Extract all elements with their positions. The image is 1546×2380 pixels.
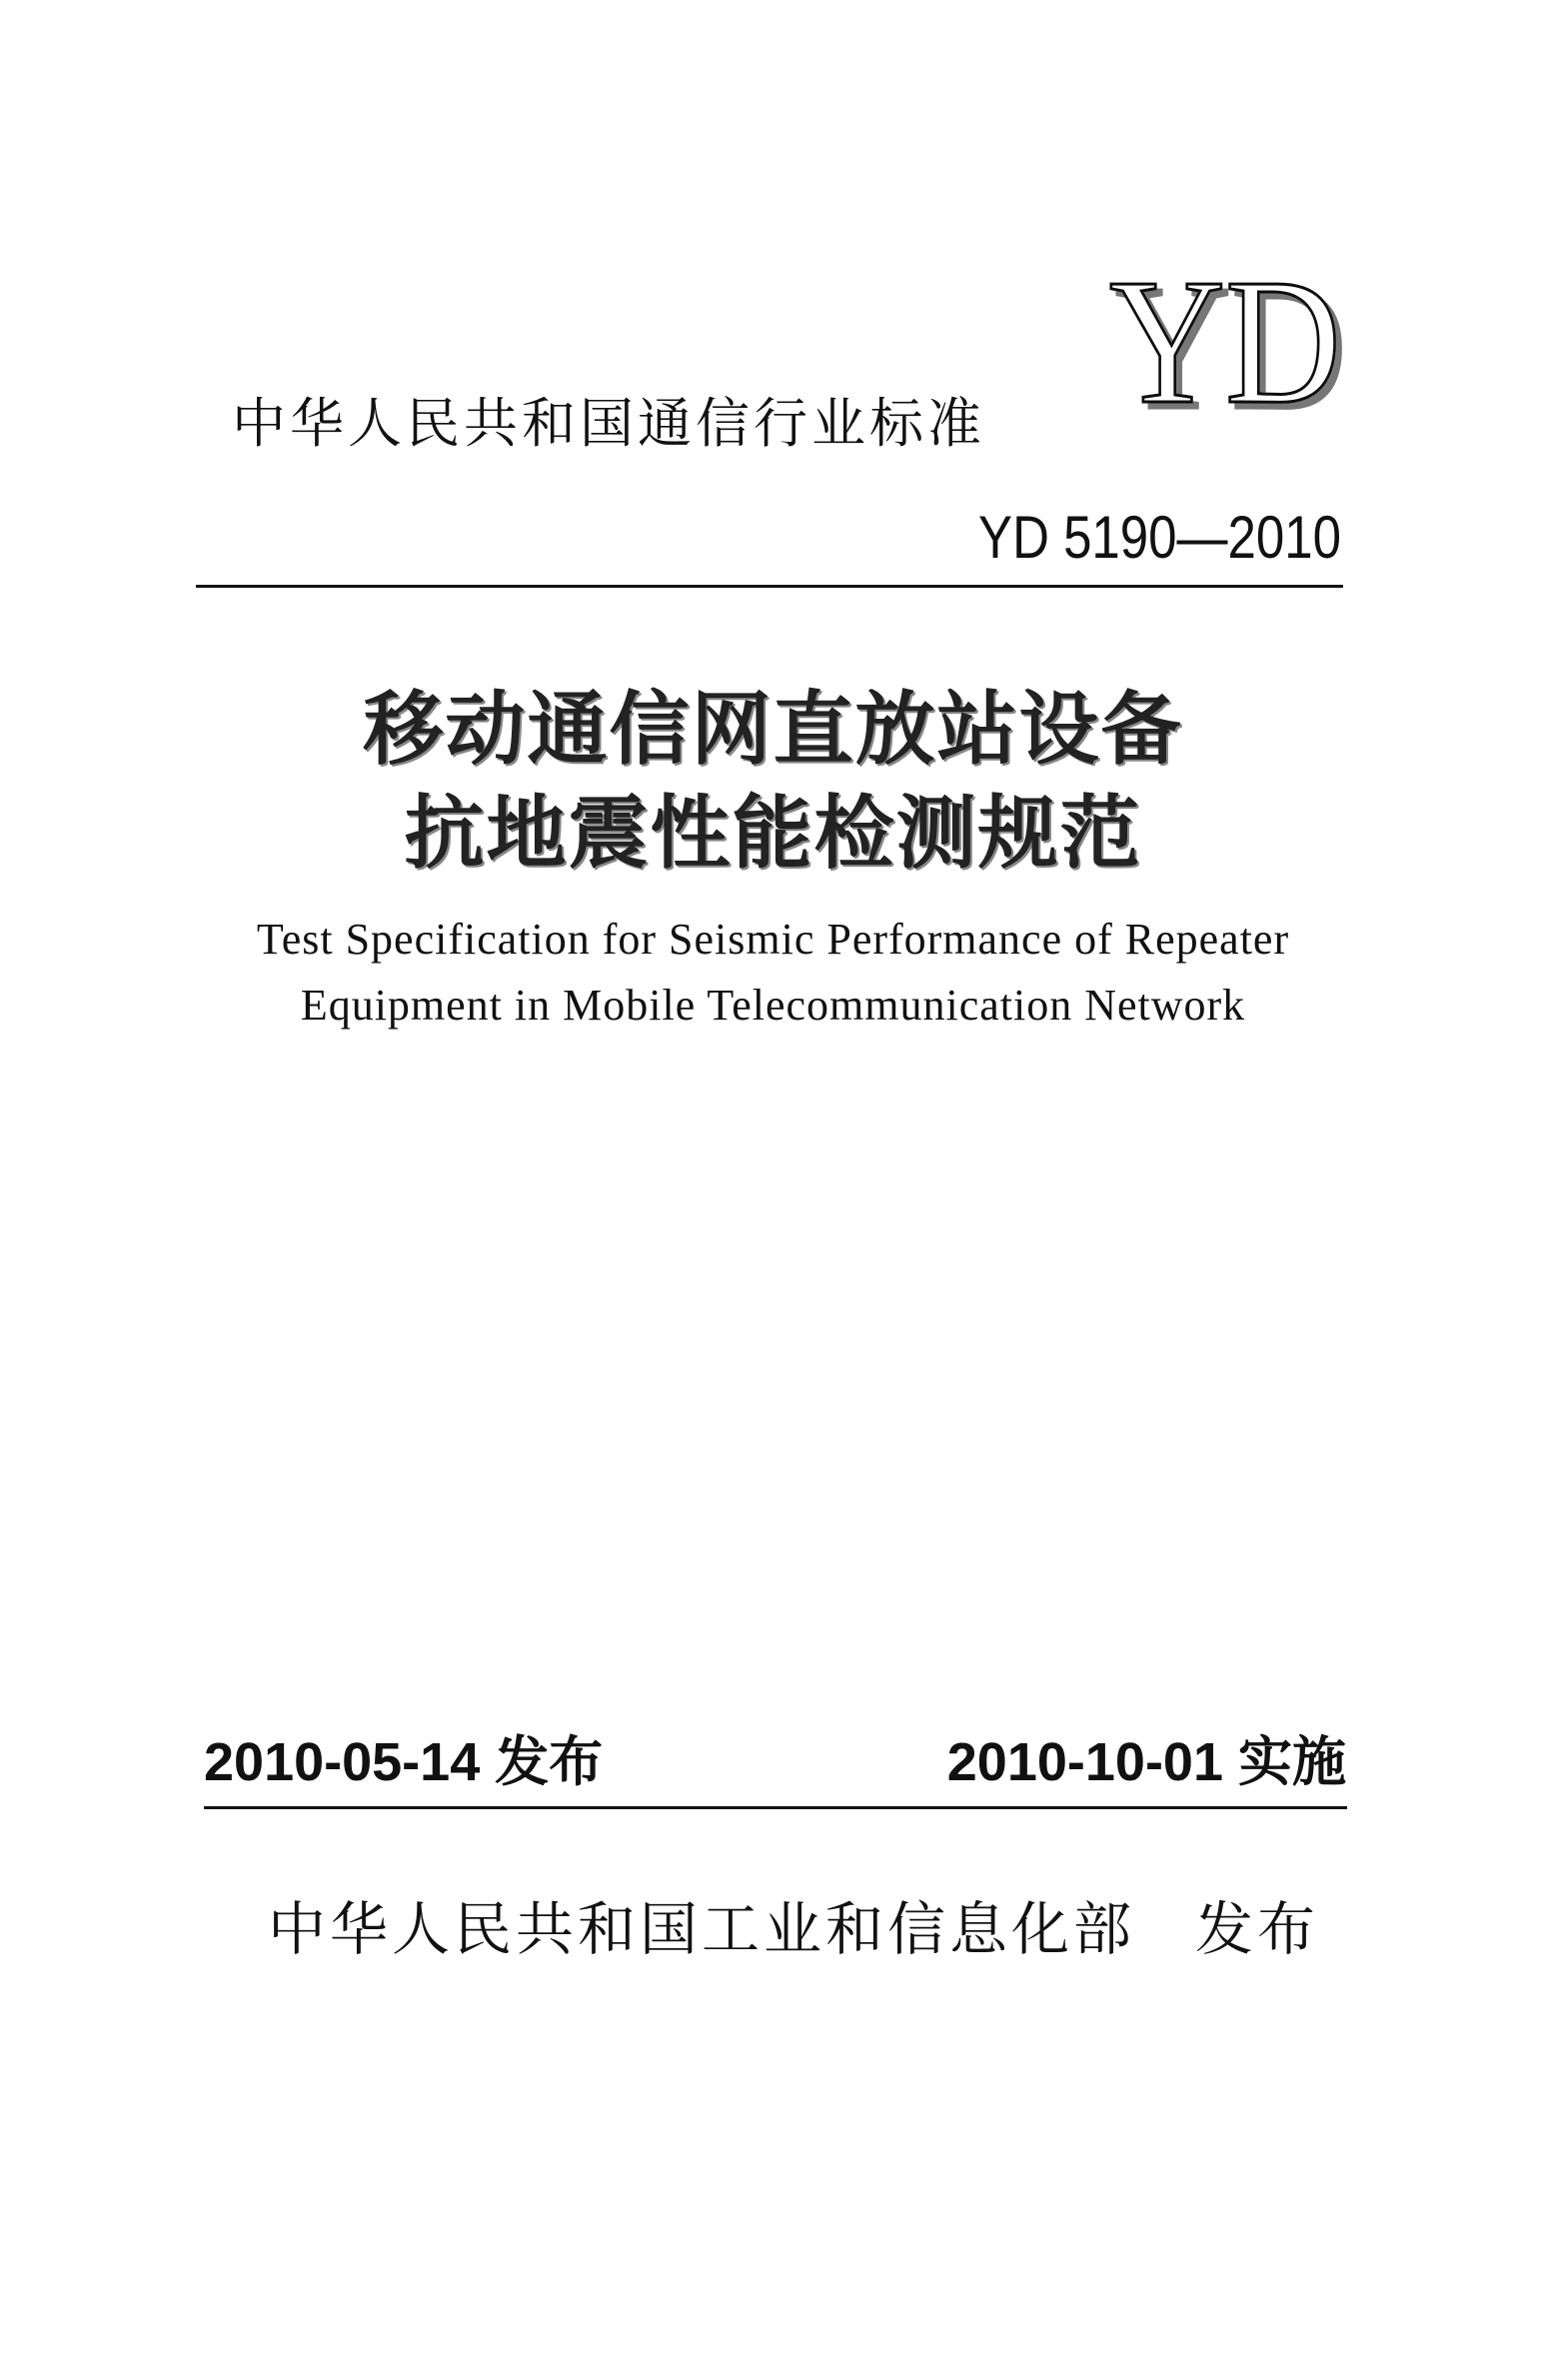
title-en-line2: Equipment in Mobile Telecommunication Network bbox=[300, 981, 1246, 1030]
divider-bottom bbox=[204, 1806, 1347, 1809]
issue-date: 2010-05-14 发布 bbox=[204, 1732, 604, 1792]
standard-code: YD 5190—2010 bbox=[978, 504, 1341, 571]
publisher-line bbox=[268, 1897, 1319, 1963]
publisher-name: 中华人民共和国工业和信息化部 bbox=[268, 1897, 1136, 1962]
title-zh-line1: 移动通信网直放站设备 bbox=[363, 682, 1183, 776]
publisher-action: 发布 bbox=[1195, 1897, 1320, 1962]
yd-logo-lettering: YD bbox=[1109, 242, 1341, 441]
yd-logo bbox=[1107, 242, 1352, 441]
title-zh-line2: 抗地震性能检测规范 bbox=[404, 786, 1142, 880]
effective-date: 2010-10-01 实施 bbox=[946, 1732, 1346, 1792]
standard-type-heading: 中华人民共和国通信行业标准 bbox=[232, 394, 985, 454]
title-en-line1: Test Specification for Seismic Performance of Repeater bbox=[256, 915, 1290, 964]
divider-top bbox=[196, 585, 1343, 588]
